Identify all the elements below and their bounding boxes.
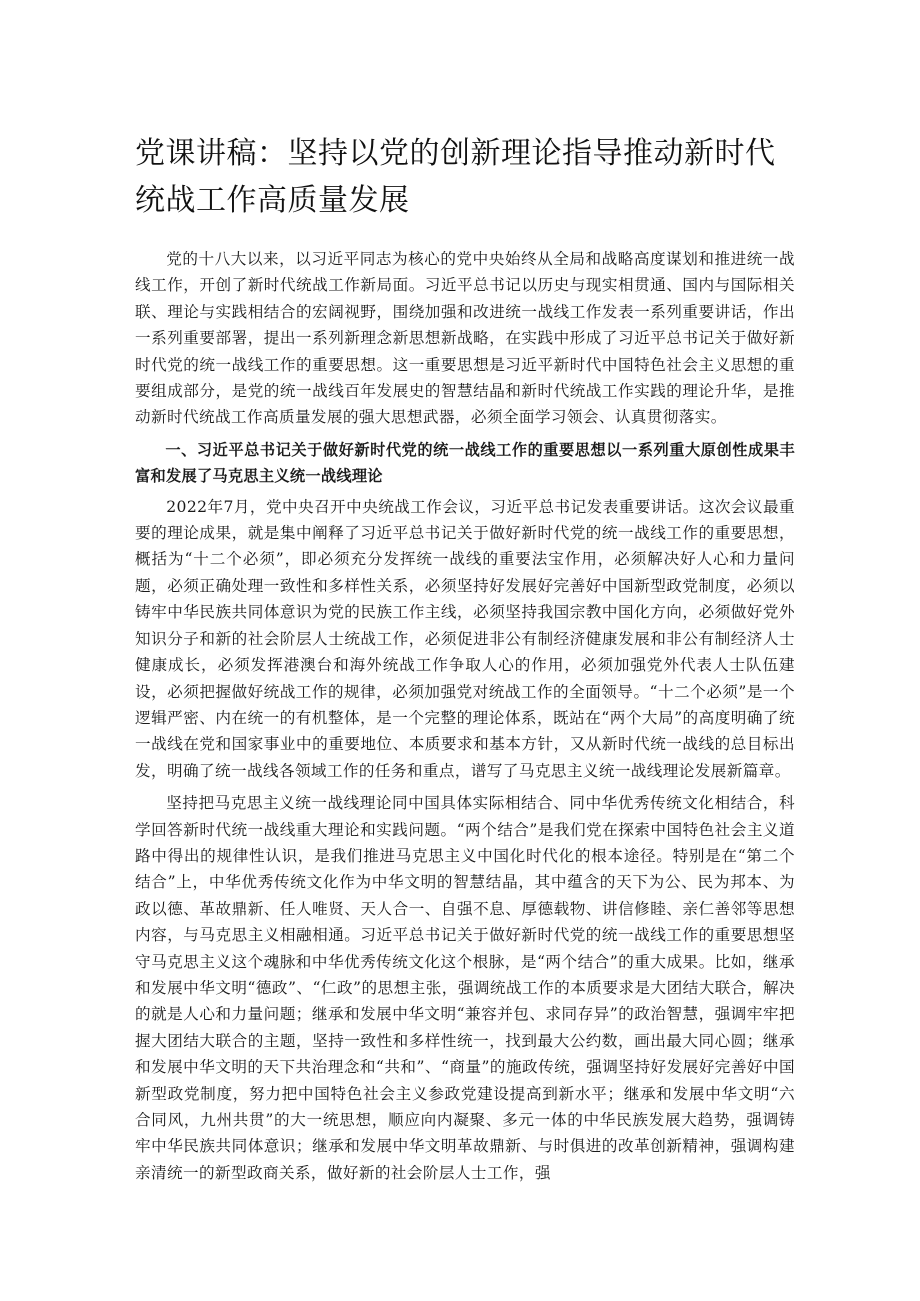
section-1-paragraph-1: 2022年7月，党中央召开中央统战工作会议，习近平总书记发表重要讲话。这次会议最重要的理论成果，就是集中阐释了习近平总书记关于做好新时代党的统一战线工作的重要思想，概括为“十二个必须”，即必须充分发挥统一战线的重要法宝作用，必须解决好人心和力量问题，必须正确处理一致性和多样性关系，必须坚持好发展好完善好中国新型政党制度，必须以铸牢中华民族共同体意识为党的民族工作主线，必须坚持我国宗教中国化方向，必须做好党外知识分子和新的社会阶层人士统战工作，必须促进非公有制经济健康发展和非公有制经济人士健康成长，必须发挥港澳台和海外统战工作争取人心的作用，必须加强党外代表人士队伍建设，必须把握做好统战工作的规律，必须加强党对统战工作的全面领导。“十二个必须”是一个逻辑严密、内在统一的有机整体，是一个完整的理论体系，既站在“两个大局”的高度明确了统一战线在党和国家事业中的重要地位、本质要求和基本方针，又从新时代统一战线的总目标出发，明确了统一战线各领域工作的任务和重点，谱写了马克思主义统一战线理论发展新篇章。 bbox=[135, 497, 795, 780]
intro-paragraph: 党的十八大以来，以习近平同志为核心的党中央始终从全局和战略高度谋划和推进统一战线工作，开创了新时代统战工作新局面。习近平总书记以历史与现实相贯通、国内与国际相关联、理论与实践相结合的宏阔视野，围绕加强和改进统一战线工作发表一系列重要讲话，作出一系列重要部署，提出一系列新理念新思想新战略，在实践中形成了习近平总书记关于做好新时代党的统一战线工作的重要思想。这一重要思想是习近平新时代中国特色社会主义思想的重要组成部分，是党的统一战线百年发展史的智慧结晶和新时代统战工作实践的理论升华，是推动新时代统战工作高质量发展的强大思想武器，必须全面学习领会、认真贯彻落实。 bbox=[135, 250, 795, 427]
document-page bbox=[135, 130, 795, 1192]
document-title: 党课讲稿：坚持以党的创新理论指导推动新时代统战工作高质量发展 bbox=[135, 136, 776, 218]
section-1-heading: 一、习近平总书记关于做好新时代党的统一战线工作的重要思想以一系列重大原创性成果丰富和发展了马克思主义统一战线理论 bbox=[135, 440, 795, 486]
section-1-paragraph-2: 坚持把马克思主义统一战线理论同中国具体实际相结合、同中华优秀传统文化相结合，科学回答新时代统一战线重大理论和实践问题。“两个结合”是我们党在探索中国特色社会主义道路中得出的规律性认识，是我们推进马克思主义中国化时代化的根本途径。特别是在“第二个结合”上，中华优秀传统文化作为中华文明的智慧结晶，其中蕴含的天下为公、民为邦本、为政以德、革故鼎新、任人唯贤、天人合一、自强不息、厚德载物、讲信修睦、亲仁善邻等思想内容，与马克思主义相融相通。习近平总书记关于做好新时代党的统一战线工作的重要思想坚守马克思主义这个魂脉和中华优秀传统文化这个根脉，是“两个结合”的重大成果。比如，继承和发展中华文明“德政”、“仁政”的思想主张，强调统战工作的本质要求是大团结大联合，解决的就是人心和力量问题；继承和发展中华文明“兼容并包、求同存异”的政治智慧，强调牢牢把握大团结大联合的主题，坚持一致性和多样性统一，找到最大公约数，画出最大同心圆；继承和发展中华文明的天下共治理念和“共和”、“商量”的施政传统，强调坚持好发展好完善好中国新型政党制度，努力把中国特色社会主义参政党建设提高到新水平；继承和发展中华文明“六合同风，九州共贯”的大一统思想，顺应向内凝聚、多元一体的中华民族发展大趋势，强调铸牢中华民族共同体意识；继承和发展中华文明革故鼎新、与时俱进的改革创新精神，强调构建亲清统一的新型政商关系，做好新的社会阶层人士工作，强 bbox=[135, 794, 795, 1182]
